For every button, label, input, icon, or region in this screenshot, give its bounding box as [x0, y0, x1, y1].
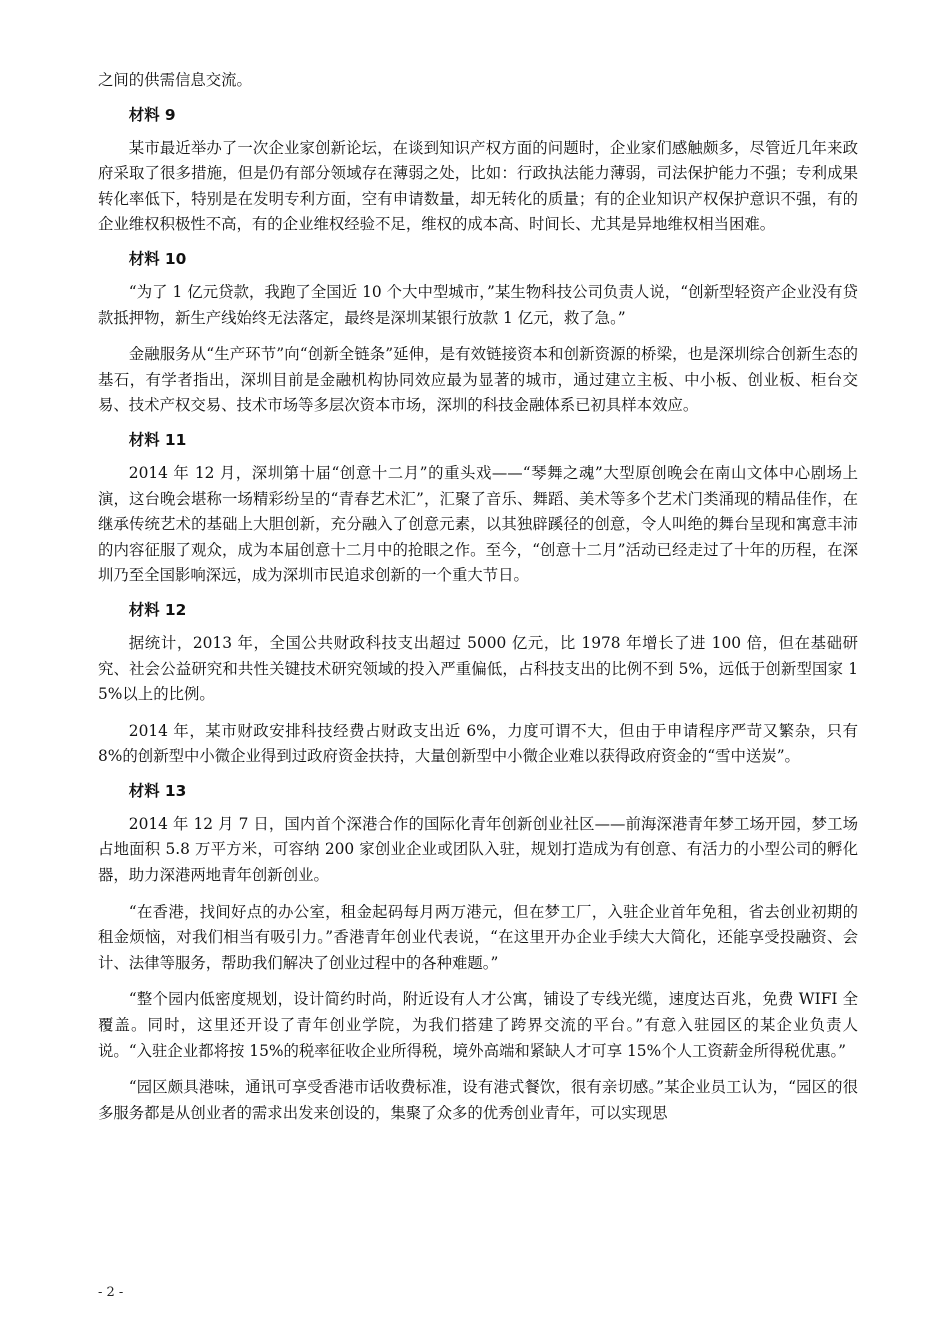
section-paragraph: 某市最近举办了一次企业家创新论坛，在谈到知识产权方面的问题时，企业家们感触颇多，尽管近几年来政府采取了很多措施，但是仍有部分领域存在薄弱之处，比如：行政执法能力薄弱，司法保护能力不强；专利成果转化率低下，特别是在发明专利方面，空有申请数量，却无转化的质量；有的企业知识产权保护意识不强，有的企业维权积极性不高，有的企业维权经验不足，维权的成本高、时间长、尤其是异地维权相当困难。 [98, 138, 858, 234]
section-heading: 材料 9 [128, 105, 176, 124]
section-paragraph: “为了 1 亿元贷款，我跑了全国近 10 个大中型城市，”某生物科技公司负责人说，“创新型轻资产企业没有贷款抵押物，新生产线始终无法落定，最终是深圳某银行放款 1 亿元，救了急。” [98, 282, 858, 327]
section-heading: 材料 10 [128, 249, 187, 268]
section-material-13 [98, 779, 858, 1127]
section-paragraph: “在香港，找间好点的办公室，租金起码每月两万港元，但在梦工厂，入驻企业首年免租，省去创业初期的租金烦恼，对我们相当有吸引力。”香港青年创业代表说，“在这里开办企业手续大大简化，还能享受投融资、会计、法律等服务，帮助我们解决了创业过程中的各种难题。” [98, 902, 858, 972]
intro-paragraph: 之间的供需信息交流。 [98, 71, 252, 89]
section-paragraph: 据统计，2013 年，全国公共财政科技支出超过 5000 亿元，比 1978 年增长了进 100 倍，但在基础研究、社会公益研究和共性关键技术研究领域的投入严重偏低，占科技支出的比例不到 5%，远低于创新型国家 15%以上的比例。 [98, 633, 858, 704]
section-paragraph: 金融服务从“生产环节”向“创新全链条”延伸，是有效链接资本和创新资源的桥梁，也是深圳综合创新生态的基石，有学者指出，深圳目前是金融机构协同效应最为显著的城市，通过建立主板、中小板、创业板、柜台交易、技术产权交易、技术市场等多层次资本市场，深圳的科技金融体系已初具样本效应。 [98, 345, 858, 415]
section-paragraph: “园区颇具港味，通讯可享受香港市话收费标准，设有港式餐饮，很有亲切感。”某企业员工认为，“园区的很多服务都是从创业者的需求出发来创设的，集聚了众多的优秀创业青年，可以实现思 [98, 1078, 858, 1122]
section-material-9 [98, 103, 858, 238]
section-material-12 [98, 598, 863, 770]
section-paragraph: 2014 年，某市财政安排科技经费占财政支出近 6%，力度可谓不大，但由于申请程序严苛又繁杂，只有 8%的创新型中小微企业得到过政府资金扶持，大量创新型中小微企业难以获得政府资金的“雪中送炭”。 [98, 721, 863, 766]
section-heading: 材料 11 [128, 430, 187, 449]
section-paragraph: 2014 年 12 月，深圳第十届“创意十二月”的重头戏——“琴舞之魂”大型原创晚会在南山文体中心剧场上演，这台晚会堪称一场精彩纷呈的“青春艺术汇”，汇聚了音乐、舞蹈、美术等多个艺术门类涌现的精品佳作，在继承传统艺术的基础上大胆创新，充分融入了创意元素，以其独辟蹊径的创意，令人叫绝的舞台呈现和寓意丰沛的内容征服了观众，成为本届创意十二月中的抢眼之作。至今，“创意十二月”活动已经走过了十年的历程，在深圳乃至全国影响深远，成为深圳市民追求创新的一个重大节日。 [98, 463, 858, 585]
page-number: - 2 - [98, 1285, 124, 1300]
section-paragraph: 2014 年 12 月 7 日，国内首个深港合作的国际化青年创新创业社区——前海深港青年梦工场开园，梦工场占地面积 5.8 万平方米，可容纳 200 家创业企业或团队入驻，规划打造成为有创意、有活力的小型公司的孵化器，助力深港两地青年创新创业。 [98, 814, 858, 885]
section-material-10 [98, 247, 858, 419]
section-material-11 [98, 428, 858, 589]
document-body [98, 68, 863, 1126]
section-paragraph: “整个园内低密度规划，设计简约时尚，附近设有人才公寓，铺设了专线光缆，速度达百兆，免费 WIFI 全覆盖。同时，这里还开设了青年创业学院，为我们搭建了跨界交流的平台。”有意入驻园区的某企业负责人说。“入驻企业都将按 15%的税率征收企业所得税，境外高端和紧缺人才可享 15%个人工资薪金所得税优惠。” [98, 990, 858, 1060]
section-heading: 材料 12 [128, 600, 187, 619]
section-heading: 材料 13 [128, 781, 187, 800]
